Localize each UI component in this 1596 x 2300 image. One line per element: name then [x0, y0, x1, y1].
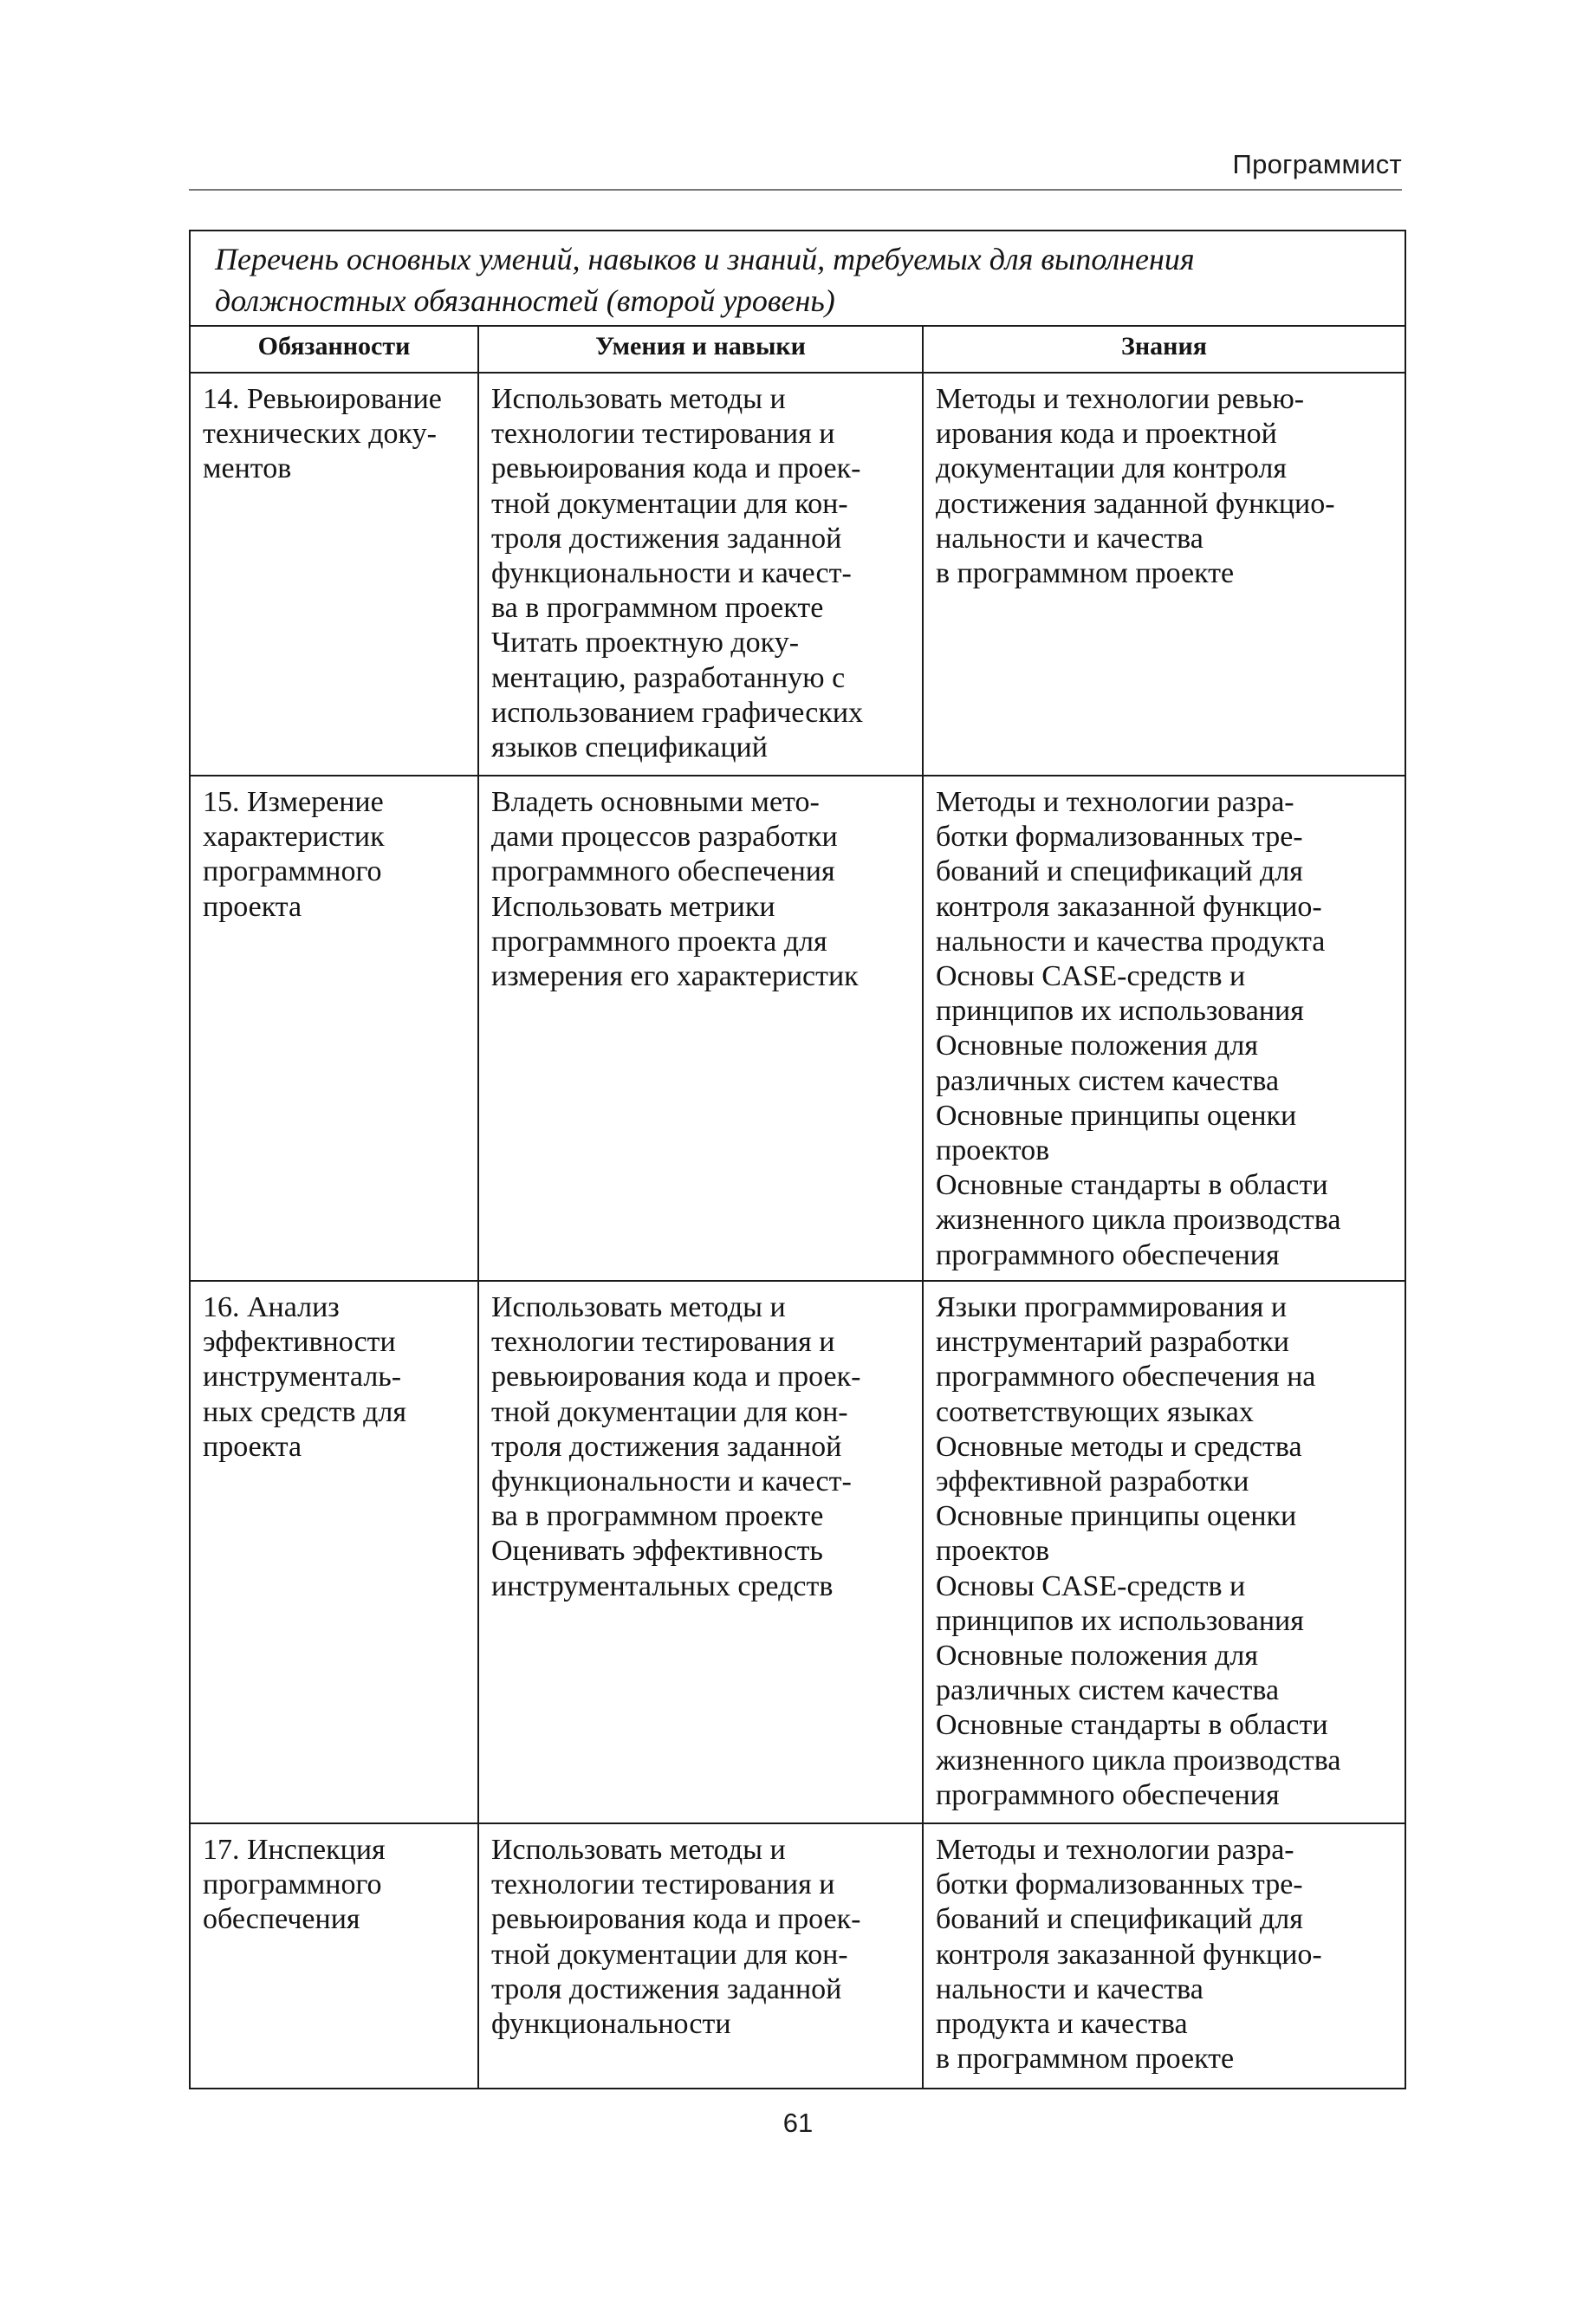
text-line: программного обеспечения: [491, 855, 835, 888]
text-line: Основы CASE-средств и: [936, 1569, 1246, 1602]
text-line: тной документации для кон-: [491, 487, 848, 520]
table-row: [190, 1823, 1405, 2089]
skills-cell: [478, 1823, 923, 2089]
text-line: Использовать методы и: [491, 1834, 786, 1866]
table-header-row: [190, 326, 1405, 373]
text-line: использованием графических: [491, 696, 864, 729]
text-line: Языки программирования и: [936, 1291, 1288, 1323]
text-line: программного проекта для: [491, 925, 827, 958]
column-header-skills: Умения и навыки: [478, 326, 923, 373]
text-line: программного обеспечения на: [936, 1361, 1316, 1394]
text-line: проектов: [936, 1134, 1050, 1167]
text-line: контроля заказанной функцио-: [936, 890, 1322, 923]
text-line: проектов: [936, 1535, 1050, 1568]
text-line: принципов их использования: [936, 995, 1304, 1028]
text-line: троля достижения заданной: [491, 522, 842, 555]
duty-cell: [190, 1823, 478, 2089]
text-line: ментов: [203, 452, 292, 485]
text-line: функциональности и качест-: [491, 557, 852, 590]
text-line: документации для контроля: [936, 452, 1287, 485]
text-line: бований и спецификаций для: [936, 1903, 1303, 1936]
text-line: Читать проектную доку-: [491, 627, 800, 659]
skills-cell: [478, 776, 923, 1281]
skills-cell: [478, 1281, 923, 1823]
text-line: функциональности: [491, 2008, 731, 2041]
knowledge-cell: [923, 776, 1405, 1281]
header-rule: [189, 189, 1402, 191]
competency-table-container: [189, 230, 1405, 2089]
table-caption: [190, 231, 1405, 326]
text-line: ва в программном проекте: [491, 1500, 824, 1533]
text-line: в программном проекте: [936, 2043, 1235, 2076]
text-line: жизненного цикла производства: [936, 1204, 1341, 1237]
duty-cell: [190, 373, 478, 776]
text-line: троля достижения заданной: [491, 1430, 842, 1463]
page-number: 61: [782, 2108, 814, 2138]
text-line: Основные принципы оценки: [936, 1500, 1297, 1533]
text-line: инструментальных средств: [491, 1569, 834, 1602]
text-line: Основные положения для: [936, 1030, 1258, 1062]
knowledge-cell: [923, 1823, 1405, 2089]
text-line: 17. Инспекция: [203, 1834, 386, 1866]
text-line: обеспечения: [203, 1903, 360, 1936]
knowledge-cell: [923, 373, 1405, 776]
text-line: инструментарий разработки: [936, 1326, 1289, 1359]
text-line: измерения его характеристик: [491, 960, 859, 993]
text-line: Использовать методы и: [491, 383, 786, 415]
text-line: в программном проекте: [936, 557, 1235, 590]
text-line: различных систем качества: [936, 1674, 1280, 1707]
text-line: ва в программном проекте: [491, 592, 824, 625]
text-line: Методы и технологии ревью-: [936, 383, 1305, 415]
text-line: Основные принципы оценки: [936, 1099, 1297, 1132]
text-line: технологии тестирования и: [491, 1868, 835, 1901]
text-line: Использовать методы и: [491, 1291, 786, 1323]
text-line: ных средств для: [203, 1395, 406, 1428]
text-line: технологии тестирования и: [491, 1326, 835, 1359]
text-line: жизненного цикла производства: [936, 1744, 1341, 1777]
text-line: нальности и качества продукта: [936, 925, 1326, 958]
table-row: [190, 373, 1405, 776]
text-line: тной документации для кон-: [491, 1938, 848, 1971]
text-line: инструменталь-: [203, 1361, 402, 1394]
table-row: [190, 1281, 1405, 1823]
text-line: технологии тестирования и: [491, 418, 835, 451]
column-header-knowledge: Знания: [923, 326, 1405, 373]
text-line: соответствующих языках: [936, 1395, 1254, 1428]
text-line: программного обеспечения: [936, 1238, 1280, 1271]
text-line: программного обеспечения: [936, 1778, 1280, 1811]
text-line: принципов их использования: [936, 1604, 1304, 1637]
text-line: 14. Ревьюирование: [203, 383, 442, 415]
text-line: эффективности: [203, 1326, 396, 1359]
skills-cell: [478, 373, 923, 776]
knowledge-cell: [923, 1281, 1405, 1823]
text-line: технических доку-: [203, 418, 437, 451]
text-line: дами процессов разработки: [491, 821, 838, 854]
text-line: Оценивать эффективность: [491, 1535, 823, 1568]
text-line: нальности и качества: [936, 522, 1203, 555]
text-line: программного: [203, 1868, 382, 1901]
text-line: ирования кода и проектной: [936, 418, 1277, 451]
text-line: 16. Анализ: [203, 1291, 340, 1323]
text-line: проекта: [203, 890, 302, 923]
text-line: различных систем качества: [936, 1064, 1280, 1097]
text-line: троля достижения заданной: [491, 1972, 842, 2005]
text-line: Использовать метрики: [491, 890, 775, 923]
text-line: Методы и технологии разра-: [936, 1834, 1294, 1866]
table-row: [190, 776, 1405, 1281]
duty-cell: [190, 776, 478, 1281]
caption-line: должностных обязанностей (второй уровень): [215, 283, 835, 318]
duty-cell: [190, 1281, 478, 1823]
table-caption-row: [190, 231, 1405, 326]
text-line: контроля заказанной функцио-: [936, 1938, 1322, 1971]
text-line: характеристик: [203, 821, 385, 854]
text-line: ментацию, разработанную с: [491, 661, 846, 694]
text-line: ревьюирования кода и проек-: [491, 452, 861, 485]
text-line: языков спецификаций: [491, 731, 768, 764]
text-line: достижения заданной функцио-: [936, 487, 1335, 520]
running-header: Программист: [1232, 149, 1402, 179]
text-line: ревьюирования кода и проек-: [491, 1903, 861, 1936]
text-line: ботки формализованных тре-: [936, 821, 1303, 854]
text-line: функциональности и качест-: [491, 1465, 852, 1498]
column-header-duties: Обязанности: [190, 326, 478, 373]
text-line: ревьюирования кода и проек-: [491, 1361, 861, 1394]
competency-table: [189, 230, 1406, 2089]
text-line: ботки формализованных тре-: [936, 1868, 1303, 1901]
text-line: Основные стандарты в области: [936, 1709, 1328, 1742]
text-line: Основы CASE-средств и: [936, 960, 1246, 993]
text-line: 15. Измерение: [203, 786, 384, 818]
text-line: проекта: [203, 1430, 302, 1463]
text-line: программного: [203, 855, 382, 888]
text-line: Основные методы и средства: [936, 1430, 1302, 1463]
caption-line: Перечень основных умений, навыков и знаний, требуемых для выполнения: [215, 242, 1195, 276]
text-line: бований и спецификаций для: [936, 855, 1303, 888]
text-line: Основные положения для: [936, 1640, 1258, 1673]
text-line: эффективной разработки: [936, 1465, 1249, 1498]
text-line: нальности и качества: [936, 1972, 1203, 2005]
text-line: Владеть основными мето-: [491, 786, 820, 818]
text-line: Методы и технологии разра-: [936, 786, 1294, 818]
text-line: тной документации для кон-: [491, 1395, 848, 1428]
text-line: продукта и качества: [936, 2008, 1188, 2041]
text-line: Основные стандарты в области: [936, 1169, 1328, 1202]
